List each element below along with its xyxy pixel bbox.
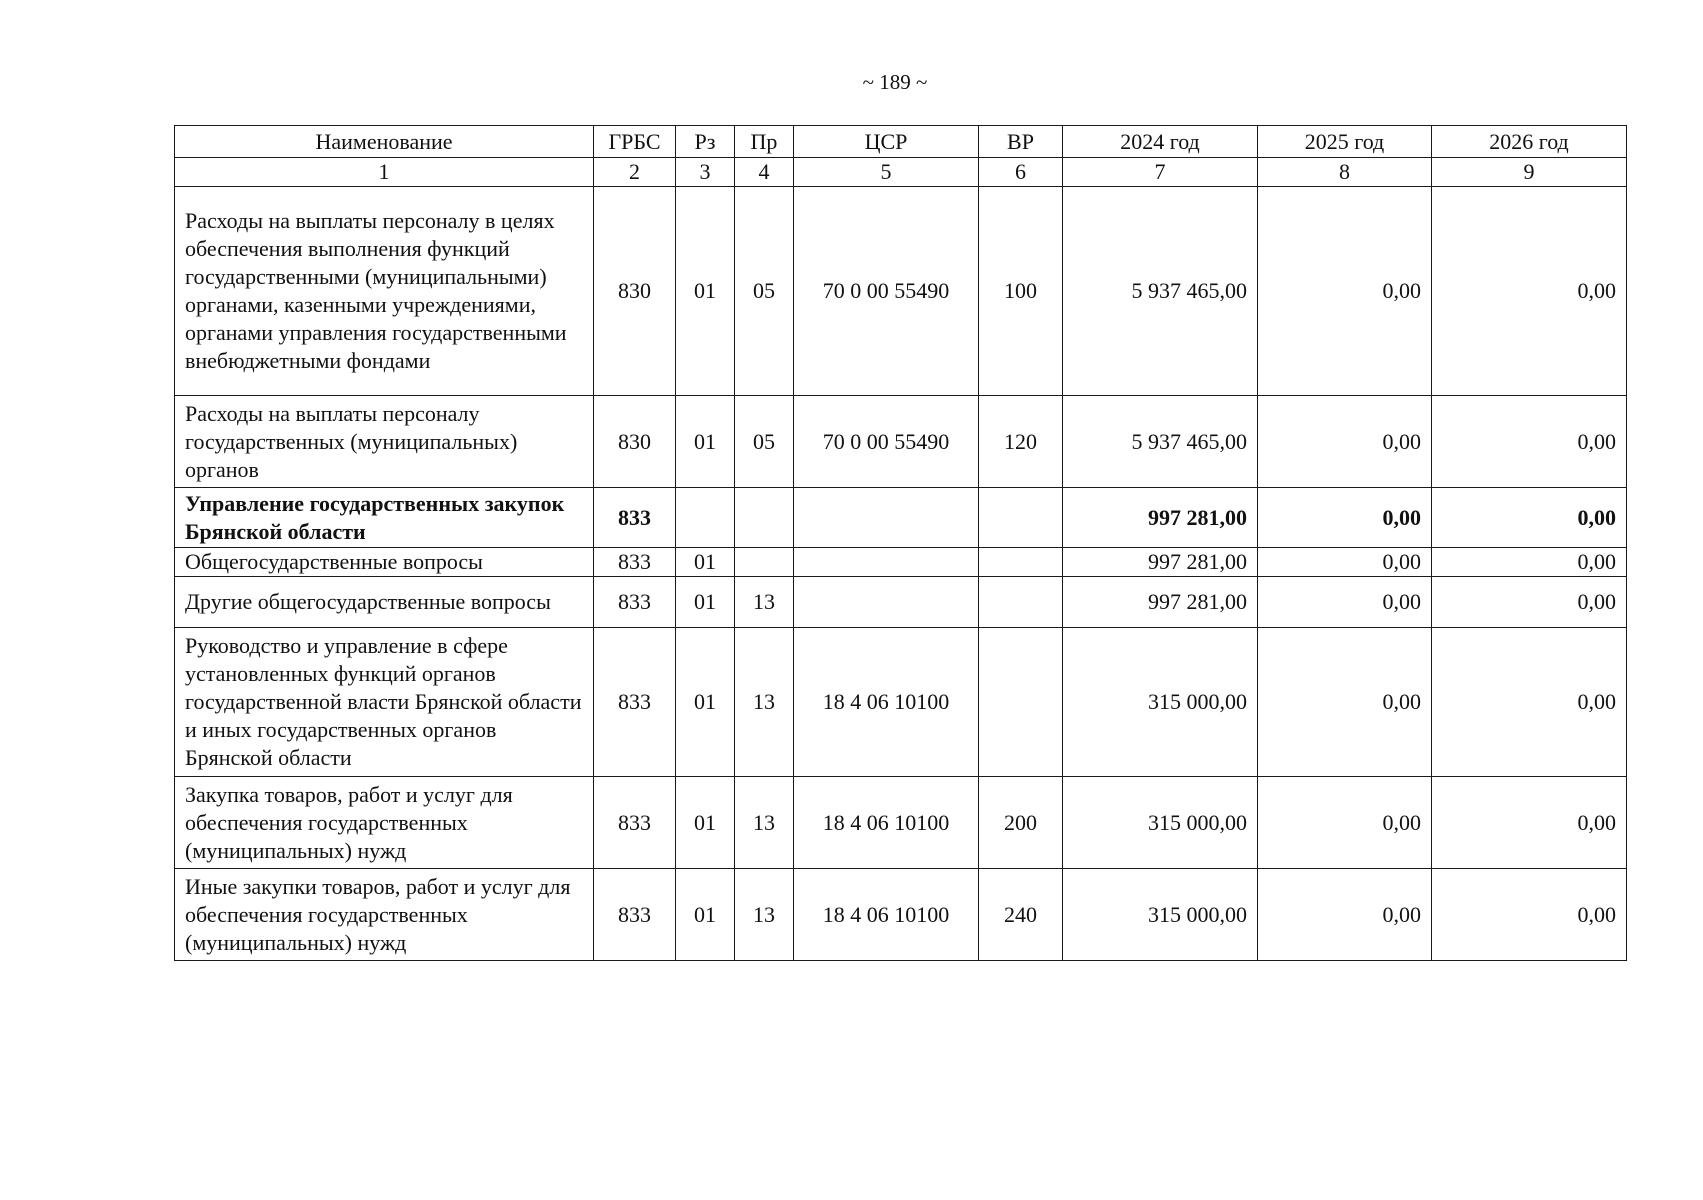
row-name: Расходы на выплаты персоналу в целях обеспечения выполнения функций государственными (муниципальными) органами, казенными учреждениями, органами управления государственными внебюджетными фондами	[175, 187, 594, 396]
row-grbs: 833	[594, 488, 676, 548]
header-row	[175, 126, 1627, 158]
table-row	[175, 628, 1627, 777]
row-2026: 0,00	[1432, 396, 1627, 488]
row-vr: 240	[979, 869, 1063, 961]
row-name: Иные закупки товаров, работ и услуг для обеспечения государственных (муниципальных) нужд	[175, 869, 594, 961]
row-pr: 13	[735, 577, 794, 628]
row-vr: 120	[979, 396, 1063, 488]
row-grbs: 833	[594, 869, 676, 961]
row-pr: 05	[735, 396, 794, 488]
row-2024: 315 000,00	[1063, 869, 1258, 961]
row-2026: 0,00	[1432, 488, 1627, 548]
header-2025: 2025 год	[1258, 126, 1432, 158]
column-number: 4	[735, 158, 794, 187]
table-row	[175, 577, 1627, 628]
row-2026: 0,00	[1432, 548, 1627, 577]
row-2026: 0,00	[1432, 869, 1627, 961]
header-pr: Пр	[735, 126, 794, 158]
row-2026: 0,00	[1432, 777, 1627, 869]
header-2024: 2024 год	[1063, 126, 1258, 158]
row-2025: 0,00	[1258, 869, 1432, 961]
budget-table	[174, 125, 1627, 961]
header-csr: ЦСР	[794, 126, 979, 158]
row-name: Закупка товаров, работ и услуг для обеспечения государственных (муниципальных) нужд	[175, 777, 594, 869]
column-number: 8	[1258, 158, 1432, 187]
column-number-row	[175, 158, 1627, 187]
page-number: ~ 189 ~	[862, 70, 928, 94]
column-number: 9	[1432, 158, 1627, 187]
row-name: Управление государственных закупок Брянской области	[175, 488, 594, 548]
row-2024: 997 281,00	[1063, 577, 1258, 628]
row-2024: 997 281,00	[1063, 488, 1258, 548]
row-name: Расходы на выплаты персоналу государственных (муниципальных) органов	[175, 396, 594, 488]
table-row	[175, 488, 1627, 548]
row-2024: 315 000,00	[1063, 628, 1258, 777]
row-2024: 5 937 465,00	[1063, 187, 1258, 396]
row-rz: 01	[676, 396, 735, 488]
row-csr	[794, 548, 979, 577]
row-name: Руководство и управление в сфере установленных функций органов государственной власти Брянской области и иных государственных органов Брянской области	[175, 628, 594, 777]
column-number: 6	[979, 158, 1063, 187]
row-2025: 0,00	[1258, 548, 1432, 577]
row-rz: 01	[676, 628, 735, 777]
table-row	[175, 869, 1627, 961]
row-vr: 200	[979, 777, 1063, 869]
row-pr: 13	[735, 869, 794, 961]
row-rz: 01	[676, 187, 735, 396]
column-number: 3	[676, 158, 735, 187]
table-row	[175, 396, 1627, 488]
row-csr	[794, 488, 979, 548]
row-2026: 0,00	[1432, 187, 1627, 396]
row-pr: 13	[735, 777, 794, 869]
column-number: 1	[175, 158, 594, 187]
row-pr	[735, 548, 794, 577]
row-csr: 18 4 06 10100	[794, 869, 979, 961]
row-2026: 0,00	[1432, 628, 1627, 777]
header-vr: ВР	[979, 126, 1063, 158]
row-2025: 0,00	[1258, 488, 1432, 548]
row-grbs: 833	[594, 777, 676, 869]
row-csr: 70 0 00 55490	[794, 187, 979, 396]
row-2024: 997 281,00	[1063, 548, 1258, 577]
row-csr	[794, 577, 979, 628]
row-2024: 5 937 465,00	[1063, 396, 1258, 488]
row-csr: 18 4 06 10100	[794, 628, 979, 777]
row-vr	[979, 628, 1063, 777]
row-name: Другие общегосударственные вопросы	[175, 577, 594, 628]
row-csr: 18 4 06 10100	[794, 777, 979, 869]
table-row	[175, 777, 1627, 869]
row-pr	[735, 488, 794, 548]
column-number: 2	[594, 158, 676, 187]
row-2025: 0,00	[1258, 777, 1432, 869]
row-pr: 05	[735, 187, 794, 396]
header-grbs: ГРБС	[594, 126, 676, 158]
row-2025: 0,00	[1258, 577, 1432, 628]
header-name: Наименование	[175, 126, 594, 158]
row-grbs: 833	[594, 628, 676, 777]
row-2025: 0,00	[1258, 187, 1432, 396]
row-2026: 0,00	[1432, 577, 1627, 628]
row-rz: 01	[676, 548, 735, 577]
row-csr: 70 0 00 55490	[794, 396, 979, 488]
row-vr	[979, 577, 1063, 628]
column-number: 5	[794, 158, 979, 187]
row-vr	[979, 488, 1063, 548]
table-row	[175, 548, 1627, 577]
column-number: 7	[1063, 158, 1258, 187]
row-name: Общегосударственные вопросы	[175, 548, 594, 577]
header-rz: Рз	[676, 126, 735, 158]
row-2025: 0,00	[1258, 396, 1432, 488]
table-row	[175, 187, 1627, 396]
row-grbs: 833	[594, 577, 676, 628]
row-grbs: 830	[594, 187, 676, 396]
row-pr: 13	[735, 628, 794, 777]
row-grbs: 830	[594, 396, 676, 488]
header-2026: 2026 год	[1432, 126, 1627, 158]
row-rz: 01	[676, 869, 735, 961]
row-vr	[979, 548, 1063, 577]
row-rz: 01	[676, 577, 735, 628]
row-rz: 01	[676, 777, 735, 869]
table-body	[175, 187, 1627, 961]
row-vr: 100	[979, 187, 1063, 396]
row-2025: 0,00	[1258, 628, 1432, 777]
row-grbs: 833	[594, 548, 676, 577]
row-rz	[676, 488, 735, 548]
row-2024: 315 000,00	[1063, 777, 1258, 869]
